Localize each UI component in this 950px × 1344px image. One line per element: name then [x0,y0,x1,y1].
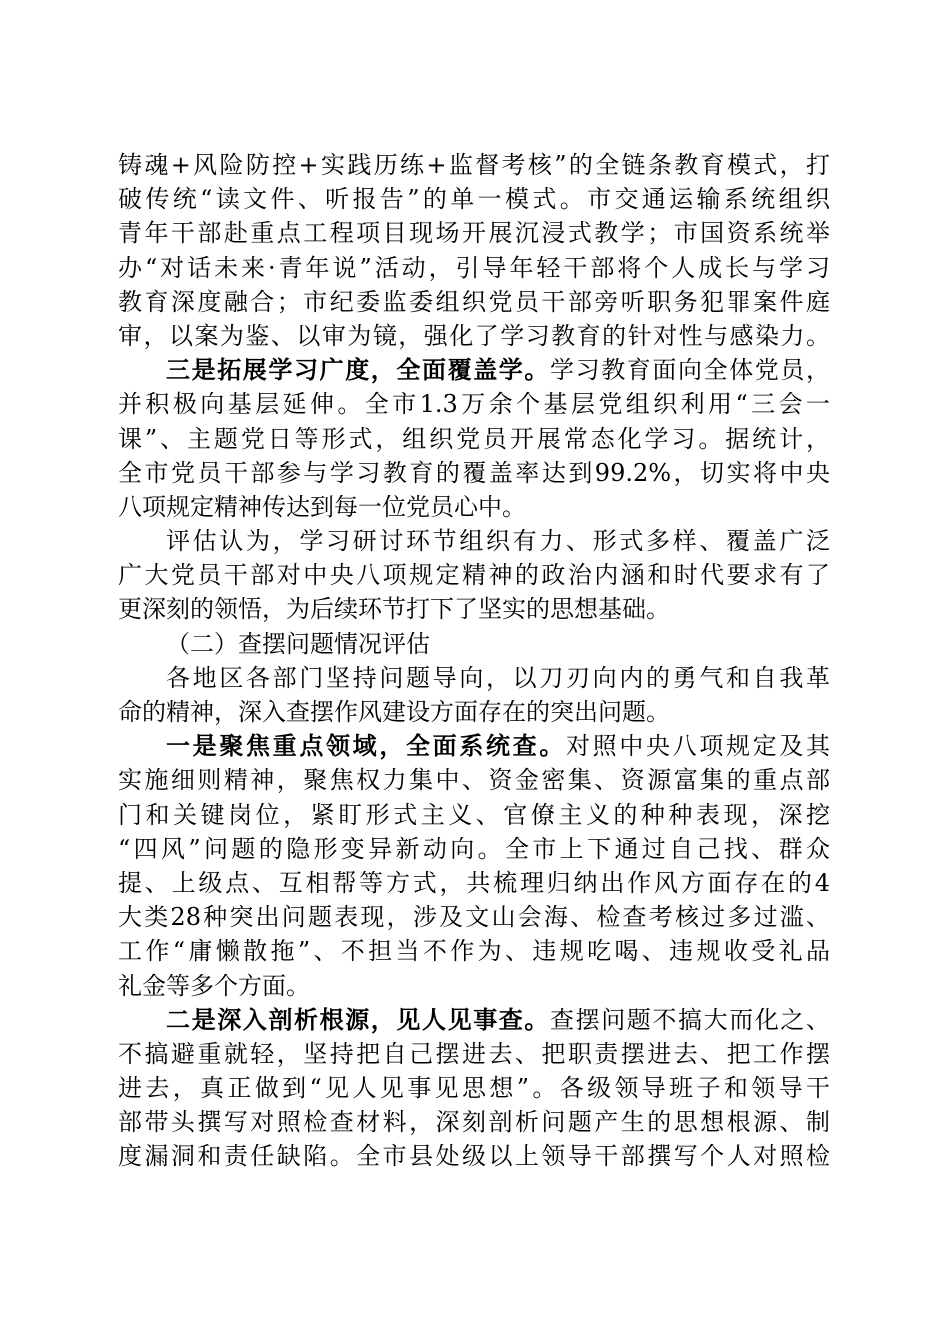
text-line: 各地区各部门坚持问题导向，以刀刃向内的勇气和自我革 [166,663,830,692]
text-line: 提、上级点、互相帮等方式，共梳理归纳出作风方面存在的4 [118,868,830,897]
text-line: 工作“庸懒散拖”、不担当不作为、违规吃喝、违规收受礼品 [118,937,830,966]
text-line: “四风”问题的隐形变异新动向。全市上下通过自己找、群众 [118,834,830,863]
paragraph-three-heading: 三是拓展学习广度，全面覆盖学。 [166,355,550,385]
section-heading: （二）查摆问题情况评估 [166,629,430,658]
paragraph-one-lead: 对照中央八项规定及其 [566,732,830,761]
paragraph-three-first-line [118,353,830,387]
text-line: 部带头撰写对照检查材料，深刻剖析问题产生的思想根源、制 [118,1108,830,1137]
text-line: 审，以案为鉴、以审为镜，强化了学习教育的针对性与感染力。 [118,321,830,350]
text-line: 八项规定精神传达到每一位党员心中。 [118,492,526,521]
text-line: 进去，真正做到“见人见事见思想”。各级领导班子和领导干 [118,1074,830,1103]
paragraph-three-lead: 学习教育面向全体党员， [550,356,830,385]
text-line: 大类28种突出问题表现，涉及文山会海、检查考核过多过滥、 [118,903,830,932]
paragraph-two-heading: 二是深入剖析根源，见人见事查。 [166,1004,550,1034]
text-line: 评估认为，学习研讨环节组织有力、形式多样、覆盖广泛 [166,527,830,556]
text-line: 广大党员干部对中央八项规定精神的政治内涵和时代要求有了 [118,561,830,590]
paragraph-two-lead: 查摆问题不搞大而化之、 [550,1005,830,1034]
text-line: 破传统“读文件、听报告”的单一模式。市交通运输系统组织 [118,185,830,214]
text-line: 更深刻的领悟，为后续环节打下了坚实的思想基础。 [118,595,670,624]
text-line: 课”、主题党日等形式，组织党员开展常态化学习。据统计， [118,424,830,453]
text-line: 教育深度融合；市纪委监委组织党员干部旁听职务犯罪案件庭 [118,287,830,316]
text-line: 实施细则精神，聚焦权力集中、资金密集、资源富集的重点部 [118,766,830,795]
text-line: 礼金等多个方面。 [118,971,310,1000]
text-line: 不搞避重就轻，坚持把自己摆进去、把职责摆进去、把工作摆 [118,1039,830,1068]
paragraph-one-first-line [118,729,830,763]
document-body [118,148,830,1174]
text-line: 度漏洞和责任缺陷。全市县处级以上领导干部撰写个人对照检 [118,1142,830,1171]
text-line: 铸魂+风险防控+实践历练+监督考核”的全链条教育模式，打 [118,151,830,179]
paragraph-one-heading: 一是聚焦重点领域，全面系统查。 [166,731,566,761]
paragraph-two-first-line [118,1003,830,1037]
text-line: 全市党员干部参与学习教育的覆盖率达到99.2%，切实将中央 [118,458,830,487]
text-line: 门和关键岗位，紧盯形式主义、官僚主义的种种表现，深挖 [118,800,830,829]
text-line: 命的精神，深入查摆作风建设方面存在的突出问题。 [118,698,670,726]
text-line: 办“对话未来·青年说”活动，引导年轻干部将个人成长与学习 [118,253,830,282]
text-line: 并积极向基层延伸。全市1.3万余个基层党组织利用“三会一 [118,390,830,419]
text-line: 青年干部赴重点工程项目现场开展沉浸式教学；市国资系统举 [118,219,830,248]
